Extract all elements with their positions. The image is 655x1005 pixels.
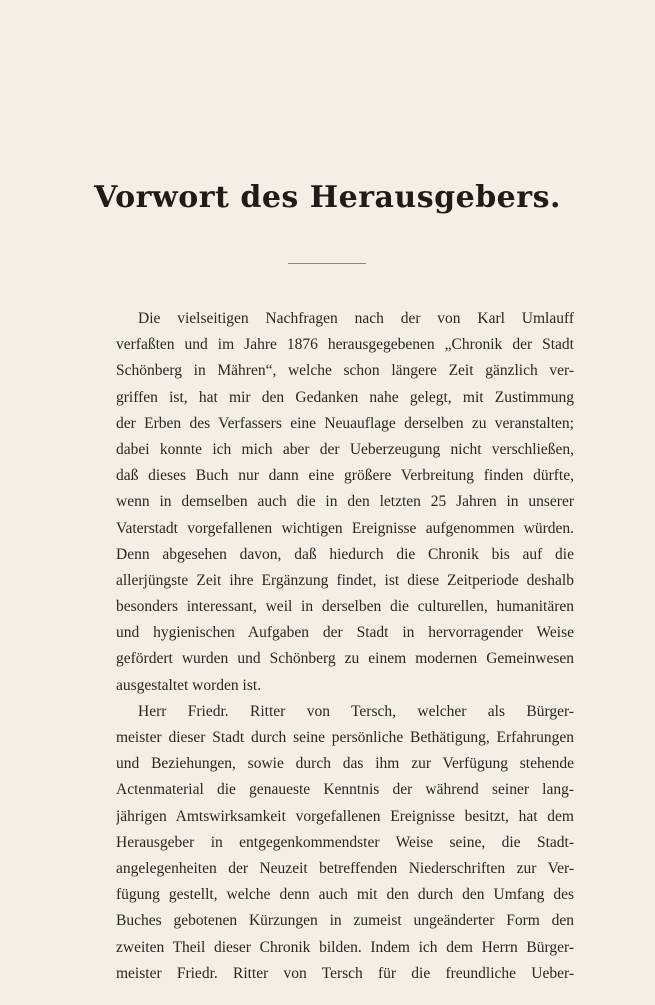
page-title: Vorwort des Herausgebers. xyxy=(94,180,561,215)
text-line: Schönberg in Mähren“, welche schon längere Zeit gänzlich ver- xyxy=(116,362,574,380)
text-line: Vaterstadt vorgefallenen wichtigen Ereignisse aufgenommen würden. xyxy=(116,519,574,537)
text-line: Buches gebotenen Kürzungen in zumeist ungeänderter Form den xyxy=(116,912,574,930)
text-line: zweiten Theil dieser Chronik bilden. Indem ich dem Herrn Bürger- xyxy=(116,938,574,956)
text-line: Herr Friedr. Ritter von Tersch, welcher als Bürger- xyxy=(138,702,574,720)
text-line: griffen ist, hat mir den Gedanken nahe gelegt, mit Zustimmung xyxy=(116,388,574,406)
text-line: und hygienischen Aufgaben der Stadt in hervorragender Weise xyxy=(116,624,574,642)
text-line: ausgestaltet worden ist. xyxy=(116,676,262,694)
text-line: allerjüngste Zeit ihre Ergänzung findet, ist diese Zeitperiode deshalb xyxy=(116,571,574,589)
text-line: Actenmaterial die genaueste Kenntnis der während seiner lang- xyxy=(116,781,574,799)
text-line: jährigen Amtswirksamkeit vorgefallenen Ereignisse besitzt, hat dem xyxy=(116,807,574,825)
text-line: und Beziehungen, sowie durch das ihm zur Verfügung stehende xyxy=(116,755,574,773)
text-line: Herausgeber in entgegenkommendster Weise seine, die Stadt- xyxy=(116,833,574,851)
preface-body xyxy=(116,306,574,987)
text-line: Denn abgesehen davon, daß hiedurch die Chronik bis auf die xyxy=(116,545,574,563)
text-line: meister Friedr. Ritter von Tersch für die freundliche Ueber- xyxy=(116,964,574,982)
text-line: daß dieses Buch nur dann eine größere Verbreitung finden dürfte, xyxy=(116,467,574,485)
text-line: gefördert wurden und Schönberg zu einem modernen Gemeinwesen xyxy=(116,650,574,668)
text-line: besonders interessant, weil in derselben die culturellen, humanitären xyxy=(116,598,574,616)
text-line: dabei konnte ich mich aber der Ueberzeugung nicht verschließen, xyxy=(116,440,574,458)
text-line: verfaßten und im Jahre 1876 herausgegebenen „Chronik der Stadt xyxy=(116,336,574,354)
text-line: Die vielseitigen Nachfragen nach der von Karl Umlauff xyxy=(138,310,574,327)
text-line: fügung gestellt, welche denn auch mit den durch den Umfang des xyxy=(116,886,574,904)
text-line: wenn in demselben auch die in den letzten 25 Jahren in unserer xyxy=(116,493,574,511)
text-line: meister dieser Stadt durch seine persönliche Bethätigung, Erfahrungen xyxy=(116,729,574,746)
title-divider xyxy=(288,263,366,264)
text-line: angelegenheiten der Neuzeit betreffenden Niederschriften zur Ver- xyxy=(116,859,574,877)
text-line: der Erben des Verfassers eine Neuauflage derselben zu veranstalten; xyxy=(116,414,574,432)
